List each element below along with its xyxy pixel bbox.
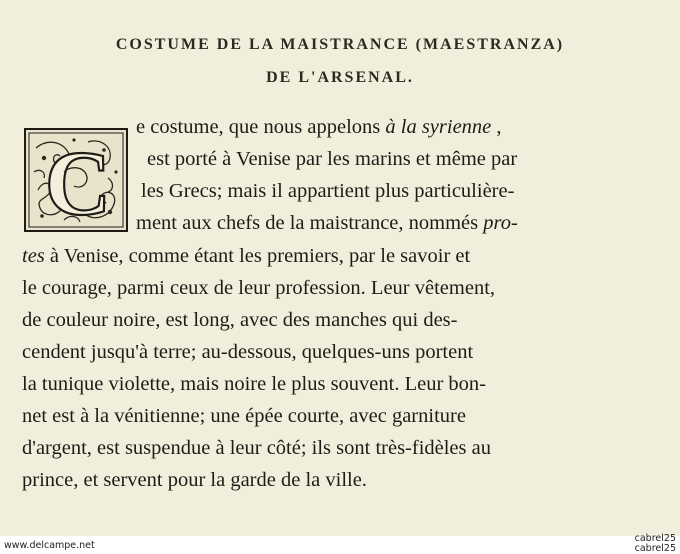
text-line-10: net est à la vénitienne; une épée courte, avec garniture bbox=[22, 405, 466, 427]
text-line-9: la tunique violette, mais noire le plus souvent. Leur bon- bbox=[22, 373, 486, 395]
title-line-1: COSTUME DE LA MAISTRANCE (MAESTRANZA) bbox=[115, 36, 565, 53]
text-line-3: les Grecs; mais il appartient plus particulière- bbox=[141, 180, 515, 202]
italic-term-protes-1: pro- bbox=[483, 212, 518, 234]
seller-name-2: cabrel25 bbox=[634, 543, 676, 554]
text-line-4: ment aux chefs de la maistrance, nommés pro- bbox=[136, 212, 518, 234]
text-line-1: e costume, que nous appelons à la syrienne , bbox=[136, 116, 502, 138]
text-line-6: le courage, parmi ceux de leur profession. Leur vêtement, bbox=[22, 277, 496, 299]
text-line-11: d'argent, est suspendue à leur côté; ils sont très-fidèles au bbox=[22, 437, 491, 459]
text-line-8: cendent jusqu'à terre; au-dessous, quelques-uns portent bbox=[22, 341, 474, 363]
ornamental-dropcap-c bbox=[24, 128, 128, 232]
footer-seller-tag bbox=[635, 534, 676, 554]
watermark-footer bbox=[0, 533, 680, 554]
italic-term-syrienne: à la syrienne bbox=[385, 116, 492, 138]
italic-term-protes-2: tes bbox=[22, 245, 45, 267]
text-line-2: est porté à Venise par les marins et même par bbox=[147, 148, 518, 170]
footer-site-link[interactable]: www.delcampe.net bbox=[4, 540, 95, 551]
dropcap-letter: C bbox=[44, 132, 112, 232]
text-line-7: de couleur noire, est long, avec des manches qui des- bbox=[22, 309, 458, 331]
text-line-12: prince, et servent pour la garde de la ville. bbox=[22, 469, 367, 491]
text-line-5: tes à Venise, comme étant les premiers, par le savoir et bbox=[22, 245, 471, 267]
seller-name-1: cabrel25 bbox=[634, 533, 676, 544]
title-line-2: DE L'ARSENAL. bbox=[266, 69, 414, 86]
